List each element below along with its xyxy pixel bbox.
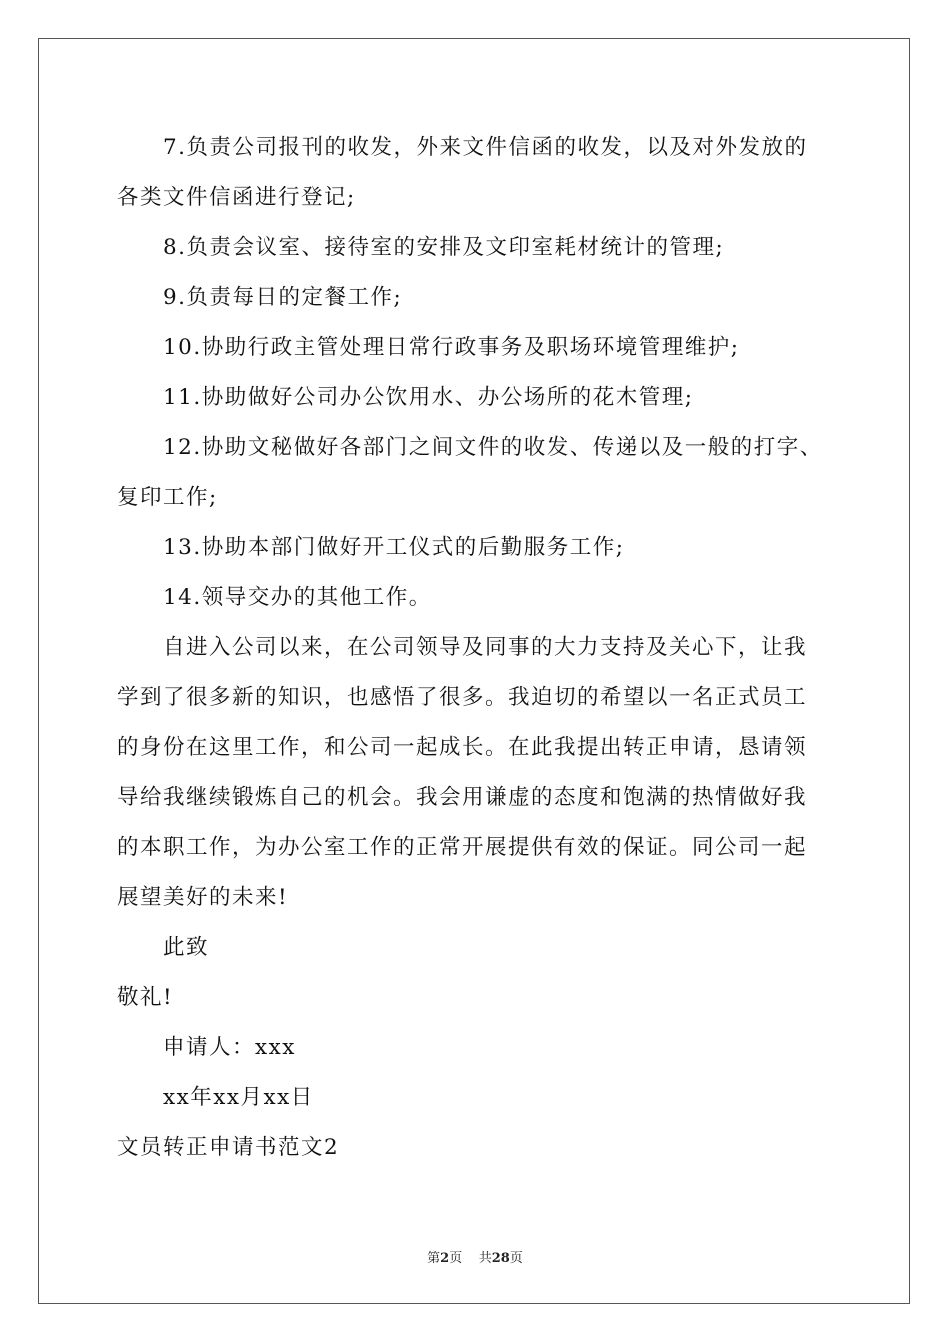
total-suffix: 页 <box>509 1251 523 1266</box>
text-line: 14.领导交办的其他工作。 <box>163 585 432 610</box>
text-line: 复印工作; <box>117 485 218 510</box>
total-prefix: 共 <box>478 1251 492 1266</box>
date-line: xx年xx月xx日 <box>163 1085 314 1110</box>
text-line: 8.负责会议室、接待室的安排及文印室耗材统计的管理; <box>163 235 725 260</box>
page-footer <box>0 1247 950 1266</box>
text-line: 7.负责公司报刊的收发，外来文件信函的收发，以及对外发放的 <box>163 135 808 160</box>
text-line: 的身份在这里工作，和公司一起成长。在此我提出转正申请，恳请领 <box>117 735 808 760</box>
applicant-line: 申请人：xxx <box>163 1035 296 1060</box>
text-line: 自进入公司以来，在公司领导及同事的大力支持及关心下，让我 <box>163 635 808 660</box>
text-line: 学到了很多新的知识，也感悟了很多。我迫切的希望以一名正式员工 <box>117 685 808 710</box>
text-line: 的本职工作，为办公室工作的正常开展提供有效的保证。同公司一起 <box>117 835 808 860</box>
text-line: 9.负责每日的定餐工作; <box>163 285 403 310</box>
text-line: 展望美好的未来! <box>117 885 289 910</box>
page-current: 2 <box>440 1251 450 1266</box>
text-line: 11.协助做好公司办公饮用水、办公场所的花木管理; <box>163 385 694 410</box>
page-suffix: 页 <box>449 1251 463 1266</box>
document-body <box>117 128 847 1178</box>
salutation-line: 此致 <box>163 935 210 960</box>
text-line: 10.协助行政主管处理日常行政事务及职场环境管理维护; <box>163 335 740 360</box>
page-total: 28 <box>491 1251 510 1266</box>
text-line: 各类文件信函进行登记; <box>117 185 356 210</box>
text-line: 12.协助文秘做好各部门之间文件的收发、传递以及一般的打字、 <box>163 435 823 460</box>
text-line: 13.协助本部门做好开工仪式的后勤服务工作; <box>163 535 625 560</box>
salutation-line: 敬礼! <box>117 985 174 1010</box>
page-prefix: 第 <box>427 1251 441 1266</box>
section-heading: 文员转正申请书范文2 <box>117 1135 340 1160</box>
text-line: 导给我继续锻炼自己的机会。我会用谦虚的态度和饱满的热情做好我 <box>117 785 808 810</box>
